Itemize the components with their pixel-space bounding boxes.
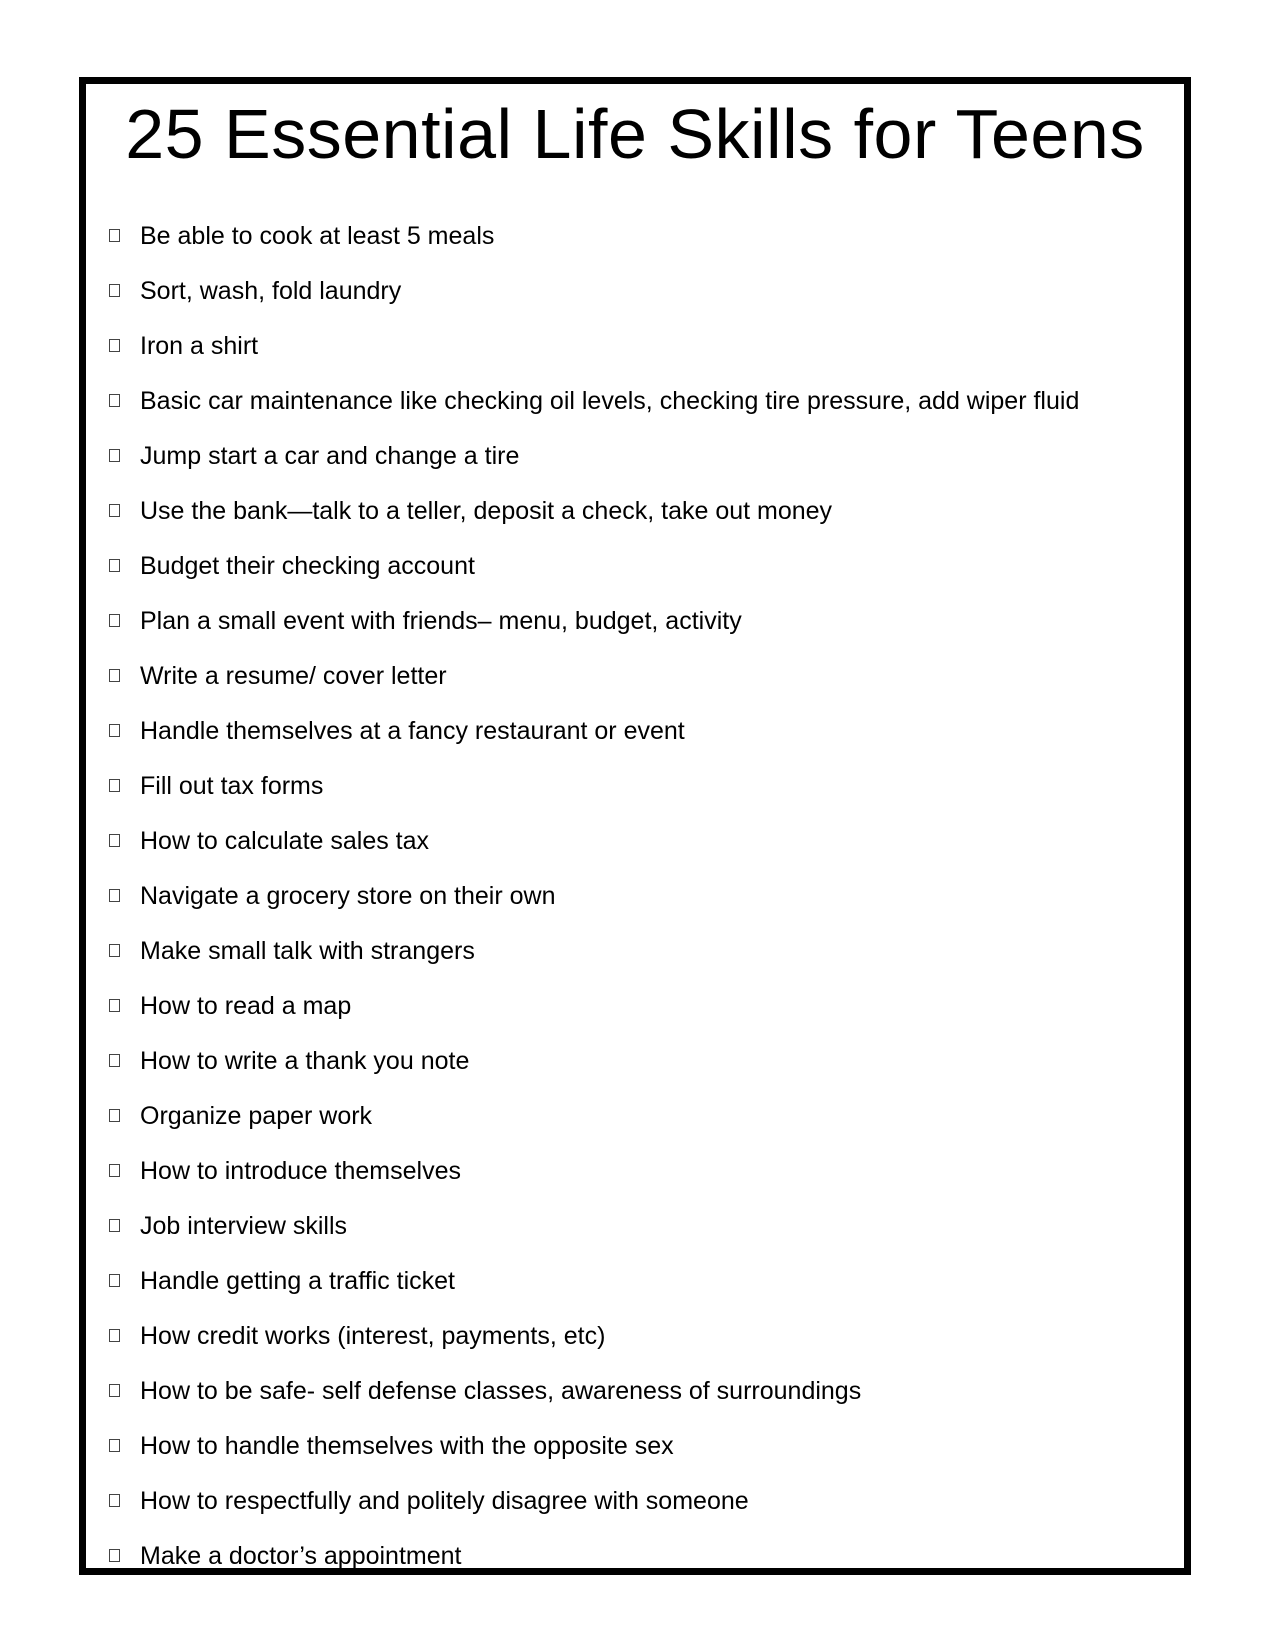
checklist-item-label: Iron a shirt [140, 331, 259, 360]
checklist-item [106, 208, 1079, 263]
checkbox-icon[interactable] [109, 449, 120, 462]
checklist-item [106, 593, 1079, 648]
checkbox-icon[interactable] [109, 229, 120, 242]
checkbox-icon[interactable] [109, 1109, 120, 1122]
checklist-item [106, 373, 1079, 428]
checkbox-icon[interactable] [109, 1384, 120, 1397]
checkbox-icon[interactable] [109, 1549, 120, 1562]
checkbox-icon[interactable] [109, 1329, 120, 1342]
checklist-item [106, 1308, 1079, 1363]
checklist-item [106, 923, 1079, 978]
checklist-item [106, 1198, 1079, 1253]
checkbox-icon[interactable] [109, 1164, 120, 1177]
checklist-item [106, 1088, 1079, 1143]
checklist-item-label: Write a resume/ cover letter [140, 661, 447, 690]
page-border [79, 77, 1191, 1575]
checkbox-icon[interactable] [109, 1494, 120, 1507]
checkbox-icon[interactable] [109, 284, 120, 297]
checkbox-icon[interactable] [109, 504, 120, 517]
checklist-item-label: Job interview skills [140, 1211, 348, 1240]
checklist-item-label: Plan a small event with friends– menu, budget, activity [140, 606, 742, 635]
checklist-item [106, 758, 1079, 813]
checklist-item-label: How to handle themselves with the opposite sex [140, 1431, 674, 1460]
checkbox-icon[interactable] [109, 1219, 120, 1232]
checklist-item [106, 428, 1079, 483]
checkbox-icon[interactable] [109, 1274, 120, 1287]
checklist-item-label: Navigate a grocery store on their own [140, 881, 556, 910]
checklist-item-label: Basic car maintenance like checking oil levels, checking tire pressure, add wiper fluid [140, 386, 1080, 415]
checkbox-icon[interactable] [109, 559, 120, 572]
checklist-item [106, 1418, 1079, 1473]
checklist-item [106, 1363, 1079, 1418]
checklist-item [106, 318, 1079, 373]
checklist-item-label: Handle getting a traffic ticket [140, 1266, 455, 1295]
checklist-item [106, 1253, 1079, 1308]
checklist-item [106, 1473, 1079, 1528]
checklist-item [106, 263, 1079, 318]
checklist-item [106, 538, 1079, 593]
checkbox-icon[interactable] [109, 724, 120, 737]
checkbox-icon[interactable] [109, 944, 120, 957]
checklist-item [106, 868, 1079, 923]
checklist-item-label: How credit works (interest, payments, etc) [140, 1321, 606, 1350]
checklist-item-label: How to write a thank you note [140, 1046, 470, 1075]
checkbox-icon[interactable] [109, 834, 120, 847]
checkbox-icon[interactable] [109, 669, 120, 682]
checklist-item [106, 813, 1079, 868]
checkbox-icon[interactable] [109, 889, 120, 902]
checklist-item-label: Make a doctor’s appointment [140, 1541, 462, 1570]
checklist-item-label: How to read a map [140, 991, 352, 1020]
checkbox-icon[interactable] [109, 999, 120, 1012]
checklist-item-label: Use the bank—talk to a teller, deposit a check, take out money [140, 496, 833, 525]
checkbox-icon[interactable] [109, 1054, 120, 1067]
checklist-item-label: How to be safe- self defense classes, awareness of surroundings [140, 1376, 862, 1405]
checklist-item [106, 703, 1079, 758]
checklist-item [106, 483, 1079, 538]
checklist-item [106, 1528, 1079, 1583]
checklist-item-label: How to introduce themselves [140, 1156, 461, 1185]
checklist-item-label: How to calculate sales tax [140, 826, 430, 855]
checklist-item-label: Organize paper work [140, 1101, 373, 1130]
checklist-item-label: Be able to cook at least 5 meals [140, 221, 495, 250]
checklist-item [106, 648, 1079, 703]
checklist-item-label: How to respectfully and politely disagree with someone [140, 1486, 749, 1515]
checkbox-icon[interactable] [109, 394, 120, 407]
checklist-item-label: Handle themselves at a fancy restaurant or event [140, 716, 685, 745]
checklist-item [106, 978, 1079, 1033]
checklist-item-label: Jump start a car and change a tire [140, 441, 520, 470]
checklist-item-label: Make small talk with strangers [140, 936, 475, 965]
checkbox-icon[interactable] [109, 339, 120, 352]
checklist-item [106, 1033, 1079, 1088]
checkbox-icon[interactable] [109, 1439, 120, 1452]
checklist-item-label: Sort, wash, fold laundry [140, 276, 402, 305]
checklist-item-label: Budget their checking account [140, 551, 475, 580]
checklist-item [106, 1143, 1079, 1198]
checkbox-icon[interactable] [109, 779, 120, 792]
checkbox-icon[interactable] [109, 614, 120, 627]
checklist-item-label: Fill out tax forms [140, 771, 324, 800]
skills-checklist [106, 208, 1079, 1583]
page-title: 25 Essential Life Skills for Teens [125, 95, 1145, 173]
